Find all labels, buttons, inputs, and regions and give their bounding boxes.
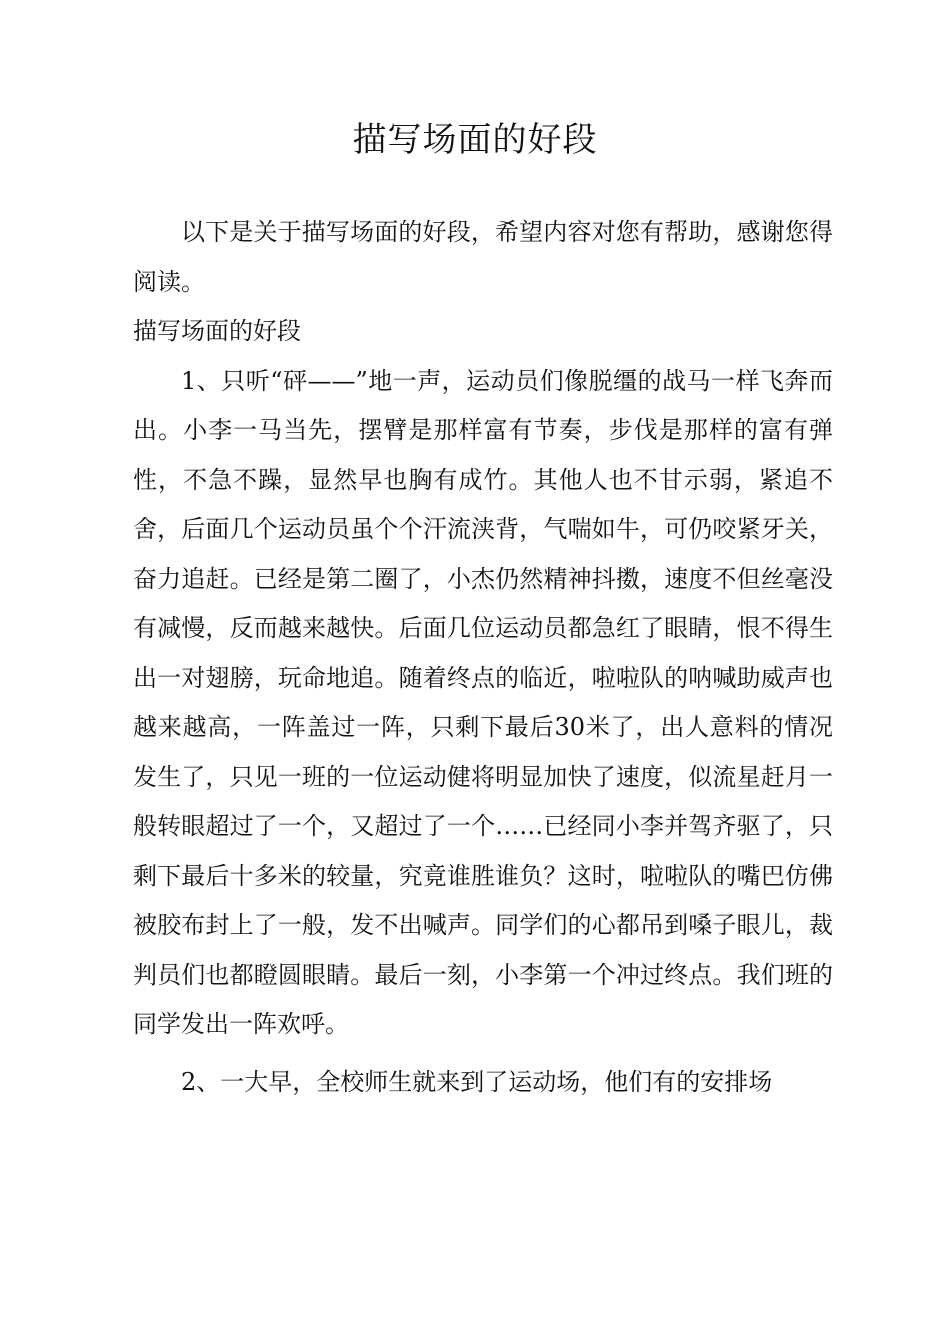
paragraph-1: 1、只听“砰——”地一声，运动员们像脱缰的战马一样飞奔而出。小李一马当先，摆臂是那样富有节奏，步伐是那样的富有弹性，不急不躁，显然早也胸有成竹。其他人也不甘示弱，紧追不舍，后面几个运动员虽个个汗流浃背，气喘如牛，可仍咬紧牙关，奋力追赶。已经是第二圈了，小杰仍然精神抖擞，速度不但丝毫没有减慢，反而越来越快。后面几位运动员都急红了眼睛，恨不得生出一对翅膀，玩命地追。随着终点的临近，啦啦队的呐喊助威声也越来越高，一阵盖过一阵，只剩下最后30米了，出人意料的情况发生了，只见一班的一位运动健将明显加快了速度，似流星赶月一般转眼超过了一个，又超过了一个……已经同小李并驾齐驱了，只剩下最后十多米的较量，究竟谁胜谁负？这时，啦啦队的嘴巴仿佛被胶布封上了一般，发不出喊声。同学们的心都吊到嗓子眼儿，裁判员们也都瞪圆眼睛。最后一刻，小李第一个冲过终点。我们班的同学发出一阵欢呼。 <box>133 366 833 1038</box>
section-subheading: 描写场面的好段 <box>133 317 301 345</box>
document-body <box>133 208 833 1107</box>
intro-paragraph: 以下是关于描写场面的好段，希望内容对您有帮助，感谢您得阅读。 <box>133 218 833 296</box>
document-title: 描写场面的好段 <box>352 120 598 160</box>
paragraph-2: 2、一大早，全校师生就来到了运动场，他们有的安排场 <box>181 1067 773 1096</box>
